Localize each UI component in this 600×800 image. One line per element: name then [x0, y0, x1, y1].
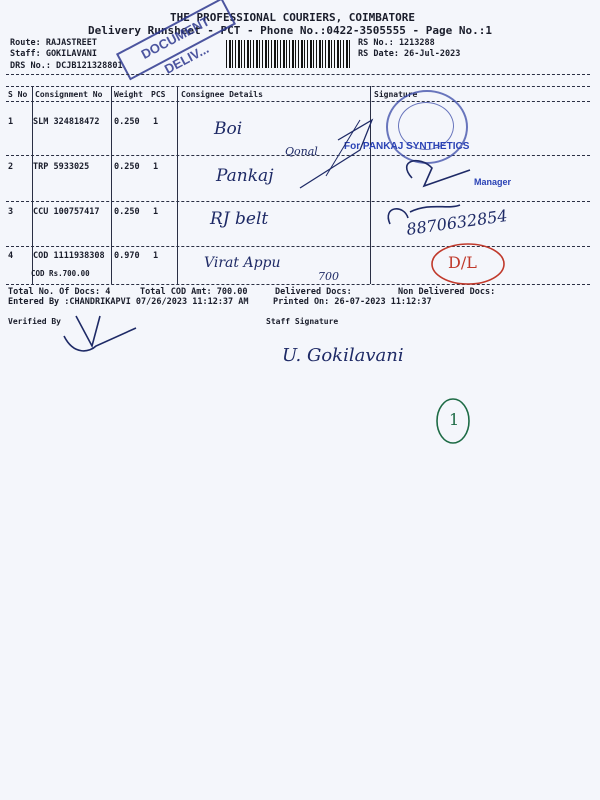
consignee-handwritten: RJ belt — [210, 209, 269, 229]
table-bottom-rule — [6, 284, 590, 285]
header-signature: Signature — [374, 90, 418, 99]
table-row-sno: 2 — [8, 162, 14, 172]
document-delivered-stamp: DOCUMENT DELIV... — [116, 0, 236, 80]
consignee-handwritten: Pankaj — [216, 166, 274, 186]
consignee-handwritten: Virat Appu — [204, 255, 281, 271]
col-divider — [370, 86, 371, 284]
header-sno: S No — [8, 90, 28, 99]
company-stamp: For PANKAJ SYNTHETICS — [344, 141, 470, 152]
table-row-consignment: TRP 5933025 — [33, 162, 90, 172]
entered-by: Entered By :CHANDRIKAPVI 07/26/2023 11:12:37 AM — [8, 297, 249, 307]
rs-date: RS Date: 26-Jul-2023 — [358, 49, 461, 59]
table-row-weight: 0.250 — [114, 117, 140, 127]
table-row-consignment: CCU 100757417 — [33, 207, 100, 217]
table-row-pcs: 1 — [153, 162, 159, 172]
table-top-rule — [6, 74, 590, 75]
printed-on: Printed On: 26-07-2023 11:12:37 — [273, 297, 432, 307]
table-row-consignment: COD 1111938308 — [33, 251, 105, 261]
table-row-sno: 4 — [8, 251, 14, 261]
phone-handwritten: 8870632854 — [405, 206, 509, 239]
total-docs: Total No. Of Docs: 4 — [8, 287, 111, 297]
table-row-pcs: 1 — [153, 117, 159, 127]
table-header-rule-bottom — [6, 101, 590, 102]
table-header-rule-top — [6, 86, 590, 87]
header-pcs: PCS — [151, 90, 166, 99]
col-divider — [111, 86, 112, 284]
col-divider — [177, 86, 178, 284]
table-row-consignment: SLM 324818472 — [33, 117, 100, 127]
cod-amount: COD Rs.700.00 — [31, 269, 90, 278]
staff-handwritten-name: U. Gokilavani — [282, 345, 404, 366]
staff-signature-label: Staff Signature — [266, 317, 339, 326]
table-row-weight: 0.970 — [114, 251, 140, 261]
row-divider — [6, 246, 590, 247]
bank-round-stamp — [386, 90, 468, 164]
table-row-weight: 0.250 — [114, 162, 140, 172]
verified-by-label: Verified By — [8, 317, 61, 326]
runsheet-title: Delivery Runsheet - PCT - Phone No.:0422-3505555 - Page No.:1 — [88, 24, 492, 37]
manager-label: Manager — [474, 177, 512, 187]
staff-label: Staff: GOKILAVANI — [10, 49, 97, 59]
total-cod: Total COD Amt: 700.00 — [140, 287, 248, 297]
circled-number: 1 — [449, 410, 460, 429]
table-row-pcs: 1 — [153, 207, 159, 217]
header-consignee: Consignee Details — [181, 90, 263, 99]
header-weight: Weight — [114, 90, 143, 99]
route-label: Route: RAJASTREET — [10, 38, 97, 48]
table-row-pcs: 1 — [153, 251, 159, 261]
handwritten-note: Qonal — [285, 145, 318, 158]
barcode — [226, 40, 352, 68]
table-row-sno: 3 — [8, 207, 14, 217]
table-row-weight: 0.250 — [114, 207, 140, 217]
drs-number: DRS No.: DCJB121328801 — [10, 61, 123, 71]
consignee-handwritten: Boi — [214, 119, 243, 139]
rs-number: RS No.: 1213288 — [358, 38, 435, 48]
red-dl-mark: D/L — [448, 253, 477, 272]
table-row-sno: 1 — [8, 117, 14, 127]
row-divider — [6, 201, 590, 202]
delivered-docs: Delivered Docs: — [275, 287, 352, 297]
company-title: THE PROFESSIONAL COURIERS, COIMBATORE — [170, 11, 416, 24]
handwritten-note: 700 — [318, 270, 339, 283]
non-delivered-docs: Non Delivered Docs: — [398, 287, 496, 297]
header-consignment: Consignment No — [35, 90, 103, 99]
